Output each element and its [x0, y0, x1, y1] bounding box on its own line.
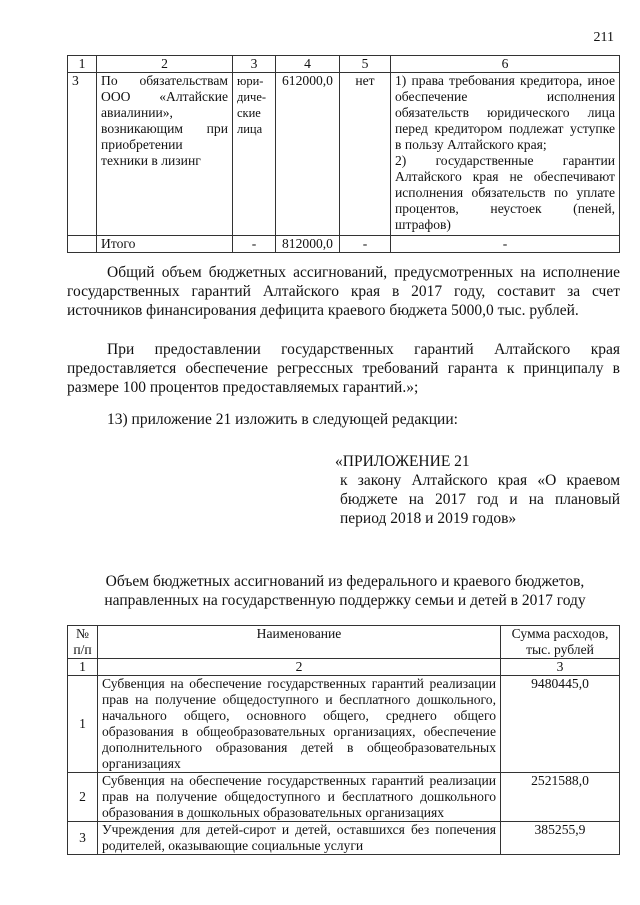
- column-number: 1: [68, 659, 98, 676]
- total-conditions: -: [391, 236, 620, 253]
- table-row: [68, 73, 620, 236]
- paragraph: 13) приложение 21 изложить в следующей редакции:: [107, 411, 458, 428]
- header-cell: 5: [340, 56, 391, 73]
- row-number: 3: [68, 73, 97, 236]
- row-sum: 9480445,0: [501, 676, 620, 773]
- header-cell: Сумма расходов, тыс. рублей: [501, 626, 620, 659]
- total-regress: -: [340, 236, 391, 253]
- header-cell: Наименование: [98, 626, 501, 659]
- guarantee-sum: 612000,0: [276, 73, 340, 236]
- row-name: Субвенция на обеспечение государственных гарантий реализации прав на получение общедоступного и бесплатного дошкольного, начального общего, основного общего, среднего общего образования в общеобразовательных организациях, обеспечение дополнительного образования детей в общеобразовательных организациях: [98, 676, 501, 773]
- total-label: Итого: [97, 236, 233, 253]
- total-row: [68, 236, 620, 253]
- conditions-1: 1) права требования кредитора, иное обеспечение исполнения обязательств юридического лица перед кредитором подлежат уступке в пользу Алтайского края;: [395, 73, 615, 152]
- row-number: 3: [68, 822, 98, 855]
- row-sum: 2521588,0: [501, 773, 620, 822]
- row-number: 2: [68, 773, 98, 822]
- column-number-row: [68, 659, 620, 676]
- column-number: 3: [501, 659, 620, 676]
- obligation-name: По обязательствам ООО «Алтайские авиалинии», возникающим при приобретении техники в лизинг: [97, 73, 233, 236]
- header-cell: 6: [391, 56, 620, 73]
- table-title: Объем бюджетных ассигнований из федерального и краевого бюджетов, направленных на государственную поддержку семьи и детей в 2017 году: [104, 573, 586, 609]
- header-cell: 3: [233, 56, 276, 73]
- conditions-2: 2) государственные гарантии Алтайского края не обеспечивают исполнения обязательств по уплате процентов, неустоек (пеней, штрафов): [395, 153, 615, 232]
- paragraph: Общий объем бюджетных ассигнований, предусмотренных на исполнение государственных гарантий Алтайского края в 2017 году, составит за счет источников финансирования дефицита краевого бюджета 5000,0 тыс. рублей.: [67, 264, 620, 319]
- family-support-table: [67, 625, 620, 855]
- header-cell: № п/п: [68, 626, 98, 659]
- table-row: [68, 822, 620, 855]
- appendix-title: «ПРИЛОЖЕНИЕ 21: [335, 453, 470, 470]
- total-sum: 812000,0: [276, 236, 340, 253]
- paragraph: При предоставлении государственных гарантий Алтайского края предоставляется обеспечение регрессных требований гаранта к принципалу в размере 100 процентов предоставляемых гарантий.»;: [67, 341, 620, 396]
- row-number: 1: [68, 676, 98, 773]
- header-cell: 4: [276, 56, 340, 73]
- row-name: Учреждения для детей-сирот и детей, оставшихся без попечения родителей, оказывающие социальные услуги: [98, 822, 501, 855]
- principal-category: юри-диче-ские лица: [233, 73, 276, 236]
- column-number: 2: [98, 659, 501, 676]
- table-row: [68, 676, 620, 773]
- header-cell: 1: [68, 56, 97, 73]
- page-number: 211: [593, 30, 614, 45]
- appendix-text: к закону Алтайского края «О краевом бюджете на 2017 год и на плановый период 2018 и 2019 годов»: [340, 472, 620, 527]
- total-cat: -: [233, 236, 276, 253]
- row-sum: 385255,9: [501, 822, 620, 855]
- header-cell: 2: [97, 56, 233, 73]
- table-header-row: [68, 626, 620, 659]
- guarantees-table: [67, 55, 620, 253]
- table-header-row: [68, 56, 620, 73]
- row-name: Субвенция на обеспечение государственных гарантий реализации прав на получение общедоступного и бесплатного дошкольного образования в дошкольных образовательных организациях: [98, 773, 501, 822]
- table-row: [68, 773, 620, 822]
- regress-right: нет: [340, 73, 391, 236]
- appendix-header: [335, 452, 620, 528]
